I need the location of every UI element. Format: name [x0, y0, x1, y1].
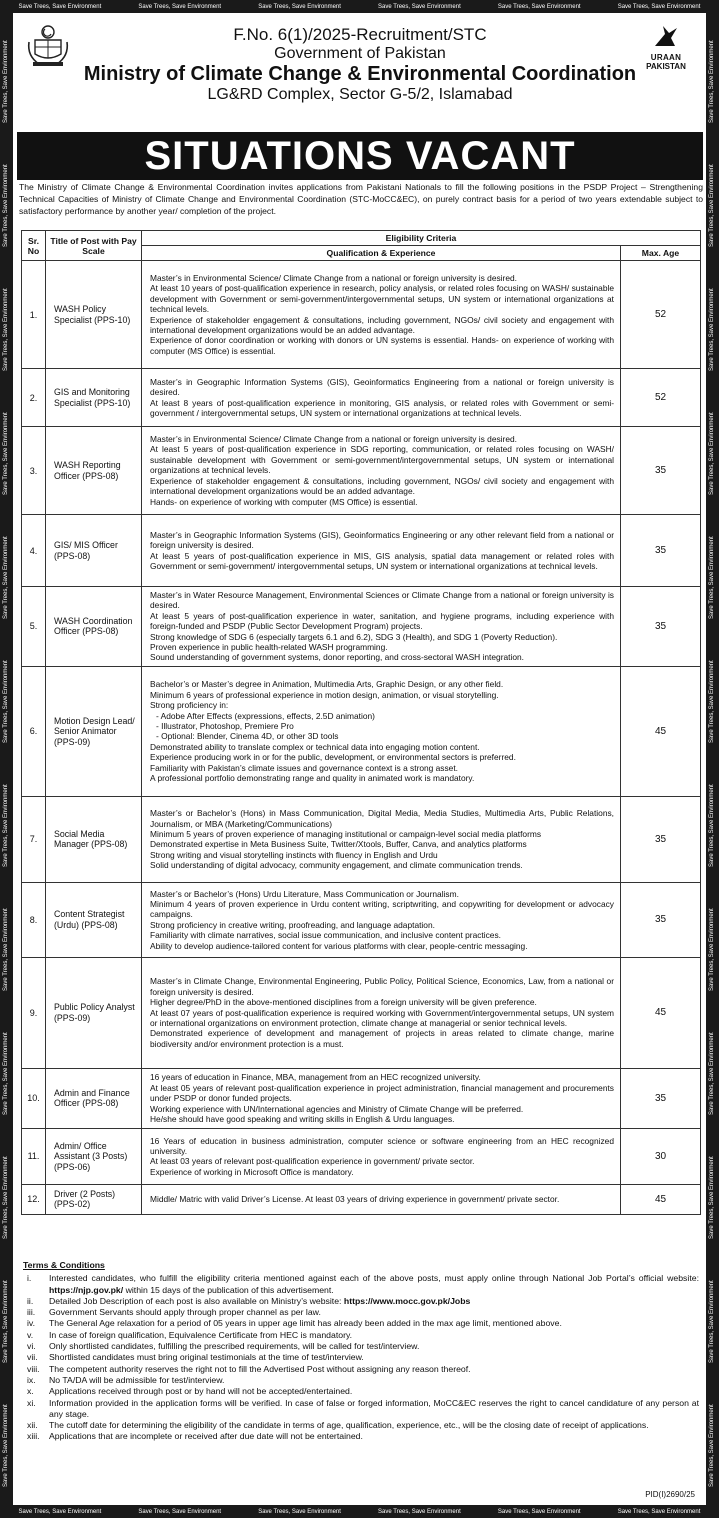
- qualification-line: Master’s in Environmental Science/ Climate Change from a national or foreign university is desired.: [150, 434, 517, 445]
- vacancies-table: [21, 230, 701, 1215]
- qualification-line: Middle/ Matric with valid Driver’s License. At least 03 years of driving experience in government/ private sector.: [150, 1194, 560, 1205]
- border-text: Save Trees, Save Environment: [3, 1032, 9, 1115]
- cell-sr-no: 10.: [22, 1068, 46, 1128]
- border-text: Save Trees, Save Environment: [3, 164, 9, 247]
- term-text-main: Shortlisted candidates must bring original testimonials at the time of test/interview.: [49, 1352, 364, 1363]
- table-row: [22, 1184, 701, 1214]
- qualification-line: Hands- on experience of working with computer (MS Office) is essential.: [150, 496, 418, 507]
- cell-qualification: [142, 261, 621, 369]
- term-text-main: The General Age relaxation for a period of 05 years in upper age limit has already been added in the max age limit, mentioned above.: [49, 1318, 562, 1329]
- cell-sr-no: 5.: [22, 587, 46, 667]
- table-row: [22, 957, 701, 1068]
- border-text: Save Trees, Save Environment: [18, 3, 102, 10]
- border-text: Save Trees, Save Environment: [3, 1280, 9, 1363]
- border-text: Save Trees, Save Environment: [497, 1508, 581, 1515]
- table-row: [22, 666, 701, 796]
- term-item: [23, 1398, 699, 1421]
- term-text-main: No TA/DA will be admissible for test/interview.: [49, 1374, 225, 1385]
- cell-qualification: [142, 515, 621, 587]
- cell-sr-no: 12.: [22, 1184, 46, 1214]
- cell-post-title: WASH Policy Specialist (PPS-10): [46, 261, 142, 369]
- table-row: [22, 369, 701, 427]
- cell-sr-no: 9.: [22, 957, 46, 1068]
- cell-max-age: 35: [621, 427, 701, 515]
- qualification-line: Strong proficiency in creative writing, proofreading, and language adaptation.: [150, 919, 435, 930]
- term-number: vi.: [27, 1341, 36, 1352]
- term-item: [23, 1375, 699, 1386]
- border-text: Save Trees, Save Environment: [3, 40, 9, 123]
- cell-post-title: WASH Coordination Officer (PPS-08): [46, 587, 142, 667]
- term-item: [23, 1352, 699, 1363]
- term-number: vii.: [27, 1352, 38, 1363]
- border-text: Save Trees, Save Environment: [617, 3, 701, 10]
- cell-qualification: [142, 369, 621, 427]
- ministry-address: LG&RD Complex, Sector G-5/2, Islamabad: [207, 86, 513, 103]
- term-text: [49, 1352, 699, 1363]
- pid-number: PID(I)2690/25: [645, 1490, 695, 1499]
- border-text: Save Trees, Save Environment: [3, 1156, 9, 1239]
- qualification-line: A professional portfolio demonstrating range and quality in animated work is mandatory.: [150, 772, 475, 783]
- qualification-line: Master’s in Water Resource Management, Environmental Sciences or Climate Change from a national or foreign university is desired.: [150, 590, 614, 611]
- table-row: [22, 882, 701, 957]
- advertisement: [17, 16, 703, 1502]
- border-top: [0, 0, 719, 13]
- cell-post-title: WASH Reporting Officer (PPS-08): [46, 427, 142, 515]
- qualification-line: He/she should have good speaking and writing skills in English & Urdu languages.: [150, 1113, 455, 1124]
- qualification-line: Master’s in Environmental Science/ Climate Change from a national or foreign university is desired.: [150, 272, 517, 283]
- cell-max-age: 35: [621, 796, 701, 882]
- cell-sr-no: 6.: [22, 666, 46, 796]
- cell-qualification: [142, 1068, 621, 1128]
- term-item: [23, 1364, 699, 1375]
- header-title: Title of Post with Pay Scale: [46, 231, 142, 261]
- qualification-line: Ability to develop audience-tailored content for various platforms with clear, people-centric messaging.: [150, 940, 528, 951]
- qualification-line: Minimum 5 years of proven experience of managing institutional or campaign-level social media platforms: [150, 828, 542, 839]
- qualification-line: Minimum 4 years of proven experience in Urdu content writing, scriptwriting, and copywriting for development or advocacy campaigns.: [150, 899, 614, 920]
- cell-sr-no: 2.: [22, 369, 46, 427]
- border-text: Save Trees, Save Environment: [709, 660, 715, 743]
- term-text-main: Interested candidates, who fulfill the eligibility criteria mentioned against each of the above posts, must apply online through National Job Portal’s official website:: [49, 1273, 699, 1284]
- qualification-line: Bachelor’s or Master’s degree in Animation, Multimedia Arts, Graphic Design, or any other field.: [150, 679, 504, 690]
- header-sr-no: Sr. No: [22, 231, 46, 261]
- cell-sr-no: 4.: [22, 515, 46, 587]
- border-text: Save Trees, Save Environment: [378, 3, 461, 10]
- term-text-main: Only shortlisted candidates, fulfilling the prescribed requirements, will be called for test/interview.: [49, 1341, 420, 1352]
- term-text: [49, 1431, 699, 1442]
- table-row: [22, 1068, 701, 1128]
- cell-max-age: 45: [621, 666, 701, 796]
- term-text: [49, 1273, 699, 1296]
- term-text-main: The competent authority reserves the right not to fill the Advertised Post without assigning any reason thereof.: [49, 1363, 471, 1374]
- qualification-line: Demonstrated ability to translate complex or technical data into engaging motion content.: [150, 741, 480, 752]
- border-text: Save Trees, Save Environment: [138, 1508, 222, 1515]
- qualification-line: - Optional: Blender, Cinema 4D, or other 3D tools: [156, 731, 339, 742]
- term-item: [23, 1273, 699, 1296]
- border-right: [706, 13, 719, 1505]
- qualification-line: Familiarity with Pakistan’s climate issues and governance context is a strong asset.: [150, 762, 458, 773]
- cell-max-age: 35: [621, 515, 701, 587]
- cell-max-age: 45: [621, 957, 701, 1068]
- border-text: Save Trees, Save Environment: [3, 908, 9, 991]
- uraan-text: URAAN: [650, 53, 682, 62]
- cell-qualification: [142, 1128, 621, 1184]
- border-text: Save Trees, Save Environment: [3, 660, 9, 743]
- term-number: viii.: [27, 1363, 40, 1374]
- qualification-line: At least 5 years of post-qualification experience in MIS, GIS analysis, spatial data management or related roles with Government or semi-government/ intergovernmental setups, UN system or international organizations at technical levels.: [150, 550, 614, 571]
- term-number: i.: [27, 1273, 32, 1284]
- qualification-line: At least 03 years of relevant post-qualification experience in government/ private sector.: [150, 1156, 475, 1167]
- term-number: v.: [27, 1329, 34, 1340]
- term-item: [23, 1341, 699, 1352]
- border-text: Save Trees, Save Environment: [709, 1032, 715, 1115]
- table-row: [22, 796, 701, 882]
- cell-post-title: GIS/ MIS Officer (PPS-08): [46, 515, 142, 587]
- qualification-line: Master’s in Climate Change, Environmental Engineering, Public Policy, Political Science, Economics, Law, from a national or foreign university is desired.: [150, 976, 614, 997]
- term-text: [49, 1341, 699, 1352]
- intro-paragraph: The Ministry of Climate Change & Environmental Coordination invites applications from Pakistani Nationals to fill the following positions in the PSDP Project – Strengthening Technical Capacities of Ministry of Climate Change and Environmental Coordination (STC-MoCC&EC), on purely contract basis for a period of two years extendable subject to satisfactory performance by another year/ completion of the project.: [19, 182, 703, 216]
- border-text: Save Trees, Save Environment: [709, 908, 715, 991]
- term-number: iv.: [27, 1318, 36, 1329]
- cell-qualification: [142, 796, 621, 882]
- cell-post-title: Motion Design Lead/ Senior Animator (PPS-09): [46, 666, 142, 796]
- qualification-line: - Illustrator, Photoshop, Premiere Pro: [156, 720, 294, 731]
- header-qualification: Qualification & Experience: [142, 246, 621, 261]
- term-text-main: Detailed Job Description of each post is also available on Ministry’s website:: [49, 1295, 344, 1306]
- table-row: [22, 427, 701, 515]
- border-text: Save Trees, Save Environment: [3, 1404, 9, 1487]
- pakistan-emblem-icon: [25, 22, 71, 68]
- border-text: Save Trees, Save Environment: [709, 412, 715, 495]
- border-text: Save Trees, Save Environment: [709, 536, 715, 619]
- qualification-line: 16 Years of education in business administration, computer science or software engineering from an HEC recognized university.: [150, 1135, 614, 1156]
- table-row: [22, 1128, 701, 1184]
- qualification-line: Solid understanding of digital advocacy, community engagement, and climate communication trends.: [150, 860, 523, 871]
- term-text-main: The cutoff date for determining the eligibility of the candidate in terms of age, qualification, experience, etc., will be the closing date of receipt of applications.: [49, 1420, 649, 1431]
- border-text: Save Trees, Save Environment: [709, 1404, 715, 1487]
- qualification-line: At least 5 years of post-qualification experience in water, sanitation, and hygiene programs, including experience with foreign-funded and PSDP (Public Sector Development Program) projects.: [150, 610, 614, 632]
- qualification-line: Master’s in Geographic Information Systems (GIS), Geoinformatics Engineering from a national or foreign university is desired.: [150, 376, 614, 398]
- border-text: Save Trees, Save Environment: [709, 288, 715, 371]
- cell-sr-no: 7.: [22, 796, 46, 882]
- border-left: [0, 13, 13, 1505]
- qualification-line: Higher degree/PhD in the above-mentioned disciplines from a foreign university will be given preference.: [150, 997, 537, 1008]
- cell-max-age: 35: [621, 882, 701, 957]
- cell-qualification: [142, 587, 621, 667]
- qualification-line: Demonstrated experience of development and management of projects in areas related to climate change, marine biodiversity and/or environment protection is a must.: [150, 1028, 614, 1049]
- cell-qualification: [142, 882, 621, 957]
- term-text: [49, 1398, 699, 1421]
- term-text: [49, 1364, 699, 1375]
- pakistan-text: PAKISTAN: [646, 62, 686, 71]
- term-text-main: Government Servants should apply through proper channel as per law.: [49, 1307, 321, 1318]
- term-item: [23, 1386, 699, 1397]
- cell-qualification: [142, 957, 621, 1068]
- cell-qualification: [142, 427, 621, 515]
- ministry-title: Ministry of Climate Change & Environmental Coordination: [83, 63, 637, 85]
- border-text: Save Trees, Save Environment: [18, 1508, 102, 1515]
- cell-post-title: Public Policy Analyst (PPS-09): [46, 957, 142, 1068]
- term-number: iii.: [27, 1307, 36, 1318]
- qualification-line: Minimum 6 years of professional experience in motion design, animation, or visual storytelling.: [150, 689, 499, 700]
- qualification-line: Master’s or Bachelor’s (Hons) in Mass Communication, Digital Media, Media Studies, Multimedia Arts, Public Relations, Journalism, or MBA (Marketing/Communications): [150, 808, 614, 829]
- qualification-line: At least 05 years of relevant post-qualification experience in project administration, financial management and procurements under PSDP or donor funded projects.: [150, 1082, 614, 1104]
- cell-qualification: [142, 666, 621, 796]
- term-text-main: Information provided in the application forms will be verified. In case of false or forged information, MoCC&EC reserves the right to cancel candidature of any person at any stage.: [49, 1397, 699, 1419]
- cell-max-age: 30: [621, 1128, 701, 1184]
- qualification-line: Working experience with UN/International agencies and Ministry of Climate Change will be preferred.: [150, 1103, 524, 1114]
- term-item: [23, 1420, 699, 1431]
- border-text: Save Trees, Save Environment: [3, 412, 9, 495]
- header: [17, 16, 703, 103]
- term-text-main: Applications that are incomplete or received after due date will not be entertained.: [49, 1431, 363, 1442]
- cell-post-title: Driver (2 Posts) (PPS-02): [46, 1184, 142, 1214]
- term-text: [49, 1420, 699, 1431]
- cell-max-age: 35: [621, 1068, 701, 1128]
- term-item: [23, 1307, 699, 1318]
- qualification-line: - Adobe After Effects (expressions, effects, 2.5D animation): [156, 710, 375, 721]
- term-number: x.: [27, 1386, 34, 1397]
- terms-title: Terms & Conditions: [23, 1260, 105, 1270]
- border-text: Save Trees, Save Environment: [258, 1508, 341, 1515]
- qualification-line: Master’s or Bachelor’s (Hons) Urdu Literature, Mass Communication or Journalism.: [150, 888, 459, 899]
- term-text-main: In case of foreign qualification, Equivalence Certificate from HEC is mandatory.: [49, 1329, 353, 1340]
- qualification-line: At least 5 years of post-qualification experience in SDG reporting, communication, or related roles focusing on WASH/ sustainable development with Government or semi-government/intergovernmental setups, UN system or international organizations at technical levels.: [150, 444, 614, 476]
- border-text: Save Trees, Save Environment: [709, 784, 715, 867]
- border-text: Save Trees, Save Environment: [3, 288, 9, 371]
- qualification-line: Demonstrated expertise in Meta Business Suite, Twitter/Xtools, Buffer, Canva, and analytics platforms: [150, 839, 527, 850]
- qualification-line: Experience of stakeholder engagement & consultations, including government, NGOs/ civil society and engagement with international development organizations would be an added advantage.: [150, 314, 614, 335]
- term-item: [23, 1431, 699, 1442]
- qualification-line: Experience of stakeholder engagement & consultations, including government, NGOs/ civil society and engagement with international development organizations would be an added advantage.: [150, 475, 614, 497]
- term-text: [49, 1318, 699, 1329]
- qualification-line: Strong writing and visual storytelling instincts with fluency in English and Urdu: [150, 849, 438, 860]
- term-item: [23, 1318, 699, 1329]
- term-text-end: within 15 days of the publication of this advertisement.: [123, 1284, 334, 1295]
- border-text: Save Trees, Save Environment: [378, 1508, 461, 1515]
- term-text: [49, 1330, 699, 1341]
- cell-max-age: 52: [621, 261, 701, 369]
- table-row: [22, 261, 701, 369]
- term-item: [23, 1296, 699, 1307]
- term-text: [49, 1296, 699, 1307]
- term-number: xi.: [27, 1397, 36, 1408]
- qualification-line: Proven experience in public health-related WASH programming.: [150, 642, 388, 653]
- qualification-line: At least 07 years of post-qualification experience is required working with Government/intergovernmental setups, UN system or international organizations on environment protection, climate change at managerial or senior technical levels.: [150, 1007, 614, 1029]
- qualification-line: Strong knowledge of SDG 6 (especially targets 6.1 and 6.2), SDG 3 (Health), and SDG 1 (Poverty Reduction).: [150, 631, 558, 642]
- term-link[interactable]: https://njp.gov.pk/: [49, 1284, 124, 1295]
- term-text-main: Applications received through post or by hand will not be accepted/entertained.: [49, 1386, 353, 1397]
- term-text: [49, 1307, 699, 1318]
- qualification-line: Experience producing work in or for the public, development, or environmental sectors is preferred.: [150, 752, 516, 763]
- term-text: [49, 1375, 699, 1386]
- cell-post-title: Content Strategist (Urdu) (PPS-08): [46, 882, 142, 957]
- term-number: ii.: [27, 1295, 34, 1306]
- qualification-line: At least 8 years of post-qualification experience in monitoring, GIS analysis, or related roles with Government or semi-government / intergovernmental setups, UN system or international organizations at technical levels.: [150, 397, 614, 418]
- border-text: Save Trees, Save Environment: [617, 1508, 701, 1515]
- border-text: Save Trees, Save Environment: [497, 3, 581, 10]
- term-number: xii.: [27, 1420, 38, 1431]
- cell-sr-no: 1.: [22, 261, 46, 369]
- cell-sr-no: 8.: [22, 882, 46, 957]
- cell-max-age: 52: [621, 369, 701, 427]
- qualification-line: Strong proficiency in:: [150, 700, 229, 711]
- cell-max-age: 45: [621, 1184, 701, 1214]
- border-text: Save Trees, Save Environment: [3, 536, 9, 619]
- table-row: [22, 515, 701, 587]
- uraan-pakistan-logo: [637, 24, 695, 76]
- term-item: [23, 1330, 699, 1341]
- term-number: ix.: [27, 1374, 36, 1385]
- cell-post-title: Admin and Finance Officer (PPS-08): [46, 1068, 142, 1128]
- qualification-line: Master’s in Geographic Information Systems (GIS), Geoinformatics Engineering or any other relevant field from a national or foreign university is desired.: [150, 529, 614, 551]
- file-number: F.No. 6(1)/2025-Recruitment/STC: [233, 25, 487, 44]
- table-row: [22, 587, 701, 667]
- term-number: xiii.: [27, 1431, 40, 1442]
- border-text: Save Trees, Save Environment: [709, 1280, 715, 1363]
- header-max-age: Max. Age: [621, 246, 701, 261]
- cell-post-title: Admin/ Office Assistant (3 Posts) (PPS-06): [46, 1128, 142, 1184]
- border-bottom: [0, 1505, 719, 1518]
- situations-vacant-banner: SITUATIONS VACANT: [17, 132, 703, 180]
- border-text: Save Trees, Save Environment: [709, 40, 715, 123]
- uraan-bird-icon: [651, 24, 681, 48]
- border-text: Save Trees, Save Environment: [258, 3, 341, 10]
- cell-qualification: [142, 1184, 621, 1214]
- border-text: Save Trees, Save Environment: [3, 784, 9, 867]
- qualification-line: Familiarity with climate narratives, social issue communication, and inclusive content practices.: [150, 930, 501, 941]
- cell-post-title: Social Media Manager (PPS-08): [46, 796, 142, 882]
- term-link[interactable]: https://www.mocc.gov.pk/Jobs: [343, 1295, 471, 1306]
- cell-post-title: GIS and Monitoring Specialist (PPS-10): [46, 369, 142, 427]
- government-title: Government of Pakistan: [274, 45, 446, 62]
- qualification-line: Sound understanding of government systems, donor reporting, and cross-sectoral WASH integration.: [150, 652, 524, 663]
- border-text: Save Trees, Save Environment: [138, 3, 222, 10]
- cell-sr-no: 3.: [22, 427, 46, 515]
- header-eligibility: Eligibility Criteria: [142, 231, 701, 246]
- cell-max-age: 35: [621, 587, 701, 667]
- qualification-line: 16 years of education in Finance, MBA, management from an HEC recognized university.: [150, 1072, 481, 1083]
- border-text: Save Trees, Save Environment: [709, 164, 715, 247]
- term-text: [49, 1386, 699, 1397]
- qualification-line: Experience of donor coordination or working with donors or UN systems is essential. Hands- on experience of working with computer (MS Office) is essential.: [150, 335, 614, 356]
- cell-sr-no: 11.: [22, 1128, 46, 1184]
- qualification-line: At least 10 years of post-qualification experience in research, policy analysis, or related roles focusing on WASH/ sustainable development with Government or semi-government/intergovernmental setups, UN system or international organizations at technical levels.: [150, 283, 614, 315]
- border-text: Save Trees, Save Environment: [709, 1156, 715, 1239]
- terms-and-conditions: [23, 1260, 699, 1443]
- qualification-line: Experience of working in Microsoft Office is mandatory.: [150, 1166, 354, 1177]
